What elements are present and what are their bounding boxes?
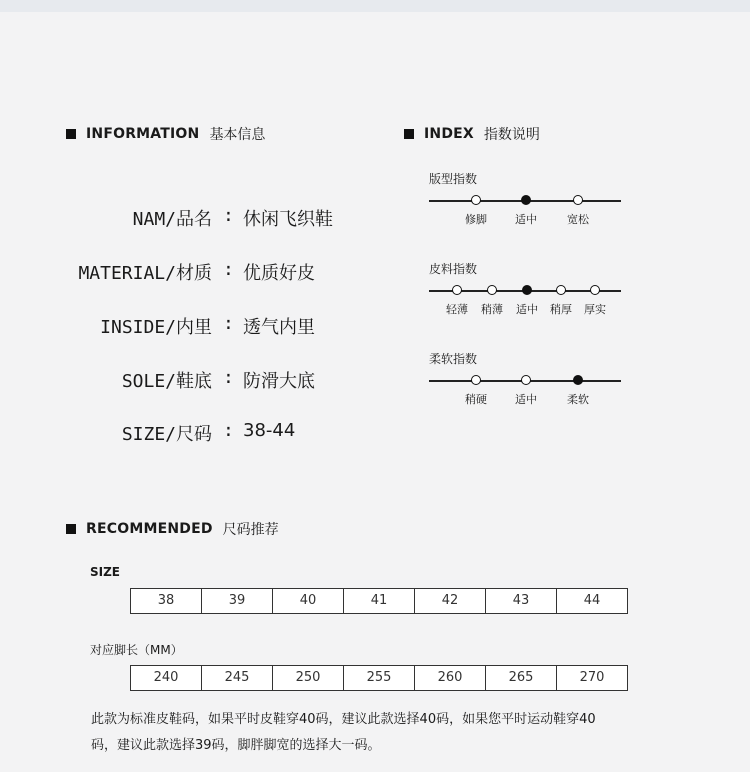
square-bullet-icon: [66, 129, 76, 139]
foot-length-cell: 255: [343, 666, 414, 690]
scale-option-label: 适中: [515, 393, 537, 406]
scale-option-label: 柔软: [567, 393, 589, 406]
scale-dot-icon: [573, 195, 583, 205]
foot-length-cell: 250: [272, 666, 343, 690]
index-header: [404, 124, 540, 144]
scale-dot-selected-icon: [573, 375, 583, 385]
index-title-cn: 指数说明: [483, 127, 540, 143]
note-line-1: 此款为标准皮鞋码，如果平时皮鞋穿40码，建议此款选择40码，如果您平时运动鞋穿40: [91, 712, 596, 727]
top-banner-strip: [0, 0, 750, 12]
size-cell: 40: [272, 589, 343, 613]
square-bullet-icon: [404, 129, 414, 139]
size-cell: 42: [414, 589, 485, 613]
info-separator: :: [223, 205, 234, 226]
info-separator: :: [223, 313, 234, 334]
information-title-en: INFORMATION: [86, 126, 200, 142]
foot-length-cell: 260: [414, 666, 485, 690]
info-label: INSIDE/内里: [100, 317, 212, 338]
scale-dot-icon: [556, 285, 566, 295]
index-scale: [429, 193, 621, 226]
info-separator: :: [223, 367, 234, 388]
scale-dot-selected-icon: [521, 195, 531, 205]
scale-option-label: 适中: [515, 213, 537, 226]
info-value: 透气内里: [243, 317, 315, 338]
foot-length-cell: 270: [556, 666, 627, 690]
index-scale: [429, 373, 621, 406]
size-cell: 41: [343, 589, 414, 613]
size-label: SIZE: [90, 565, 121, 579]
scale-option-label: 稍硬: [465, 393, 487, 406]
note-line-2: 码，建议此款选择39码，脚胖脚宽的选择大一码。: [91, 738, 381, 753]
scale-option-label: 稍薄: [481, 303, 503, 316]
scale-option-label: 宽松: [567, 213, 589, 226]
scale-dot-icon: [471, 195, 481, 205]
info-value: 38-44: [243, 420, 296, 441]
scale-option-label: 修脚: [465, 213, 487, 226]
recommended-title-en: RECOMMENDED: [86, 521, 213, 537]
foot-length-label: 对应脚长（MM）: [90, 643, 183, 657]
scale-option-label: 轻薄: [446, 303, 468, 316]
size-cell: 43: [485, 589, 556, 613]
index-title-en: INDEX: [424, 126, 474, 142]
index-scale-title: 皮料指数: [429, 262, 478, 276]
info-value: 优质好皮: [243, 263, 315, 284]
square-bullet-icon: [66, 524, 76, 534]
info-label: SOLE/鞋底: [121, 371, 212, 392]
size-cell: 44: [556, 589, 627, 613]
info-value: 休闲飞织鞋: [243, 209, 333, 230]
info-label: MATERIAL/材质: [78, 263, 212, 284]
information-header: [66, 124, 265, 144]
scale-dot-icon: [487, 285, 497, 295]
info-value: 防滑大底: [243, 371, 315, 392]
size-advice-note: [91, 707, 711, 759]
info-label: NAM/品名: [132, 209, 212, 230]
scale-dot-icon: [590, 285, 600, 295]
foot-length-cell: 240: [153, 670, 179, 685]
index-scale-title: 版型指数: [429, 172, 478, 186]
scale-dot-icon: [521, 375, 531, 385]
index-scale: [429, 283, 621, 316]
scale-option-label: 稍厚: [550, 303, 572, 316]
foot-length-table: [130, 665, 628, 691]
scale-dot-icon: [471, 375, 481, 385]
size-cell: 38: [157, 593, 175, 608]
scale-option-label: 适中: [516, 303, 538, 316]
recommended-title-cn: 尺码推荐: [222, 522, 279, 538]
information-title-cn: 基本信息: [209, 127, 266, 143]
size-table: [130, 588, 628, 614]
info-label: SIZE/尺码: [121, 424, 212, 445]
scale-dot-icon: [452, 285, 462, 295]
index-scale-title: 柔软指数: [429, 352, 478, 366]
foot-length-cell: 245: [201, 666, 272, 690]
recommended-header: [66, 519, 279, 539]
info-separator: :: [223, 259, 234, 280]
scale-dot-selected-icon: [522, 285, 532, 295]
foot-length-cell: 265: [485, 666, 556, 690]
info-separator: :: [223, 420, 234, 441]
size-cell: 39: [201, 589, 272, 613]
scale-option-label: 厚实: [584, 303, 606, 316]
